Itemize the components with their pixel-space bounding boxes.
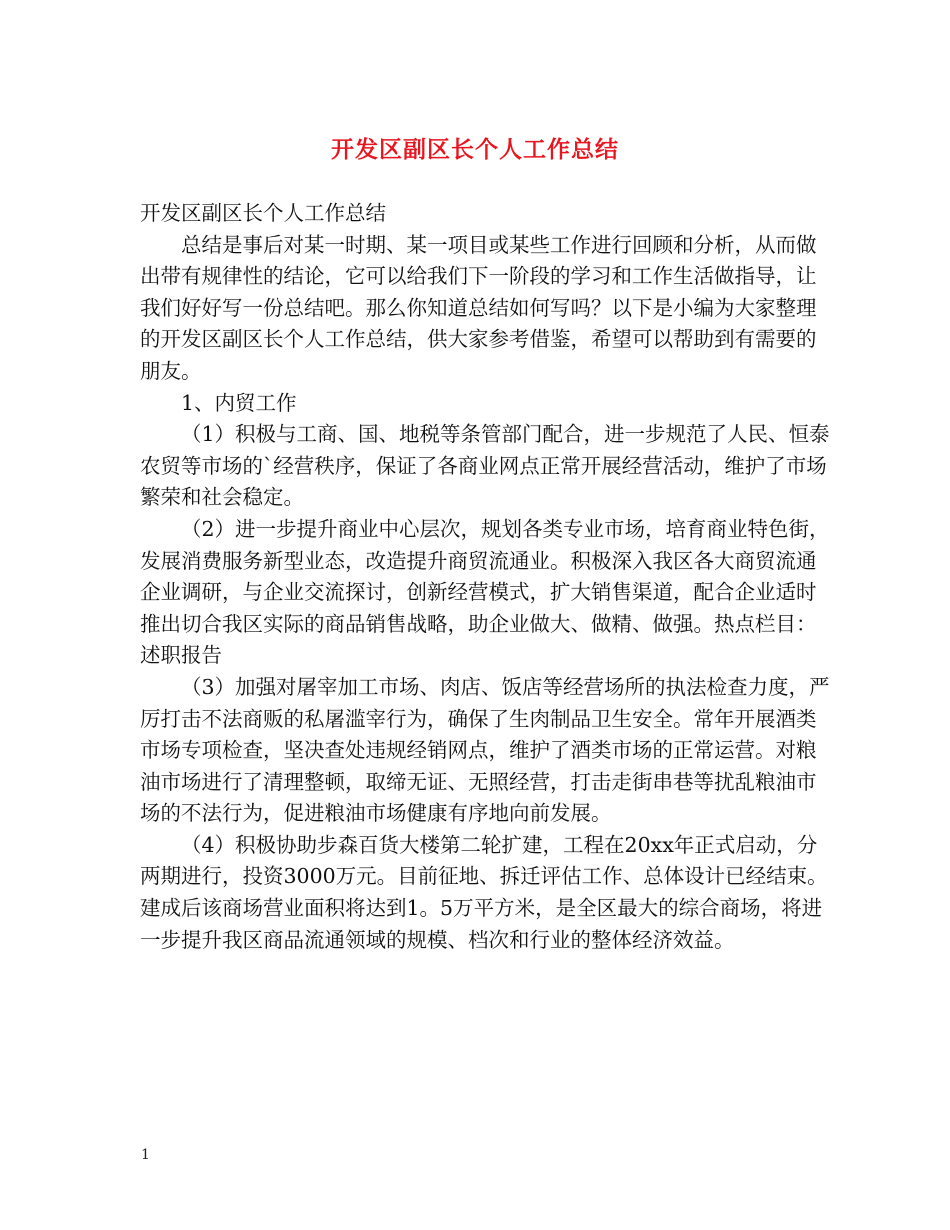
paragraph-intro: 总结是事后对某一时期、某一项目或某些工作进行回顾和分析，从而做出带有规律性的结论，它可以给我们下一阶段的学习和工作生活做指导，让我们好好写一份总结吧。那么你知道总结如何写吗？以下是小编为大家整理的开发区副区长个人工作总结，供大家参考借鉴，希望可以帮助到有需要的朋友。 <box>140 232 817 383</box>
page-number: 1 <box>141 1147 150 1163</box>
paragraph-item-3: （3）加强对屠宰加工市场、肉店、饭店等经营场所的执法检查力度，严厉打击不法商贩的私屠滥宰行为，确保了生肉制品卫生安全。常年开展酒类市场专项检查，坚决查处违规经销网点，维护了酒类市场的正常运营。对粮油市场进行了清理整顿，取缔无证、无照经营，打击走街串巷等扰乱粮油市场的不法行为，促进粮油市场健康有序地向前发展。 <box>140 674 830 826</box>
document-title: 开发区副区长个人工作总结 <box>331 136 619 163</box>
paragraph-item-2: （2）进一步提升商业中心层次，规划各类专业市场，培育商业特色街，发展消费服务新型业态，改造提升商贸流通业。积极深入我区各大商贸流通企业调研，与企业交流探讨，创新经营模式，扩大销售渠道，配合企业适时推出切合我区实际的商品销售战略，助企业做大、做精、做强。热点栏目：述职报告 <box>140 516 830 668</box>
paragraph-subtitle: 开发区副区长个人工作总结 <box>140 201 386 225</box>
document-body <box>140 198 830 956</box>
paragraph-item-4: （4）积极协助步森百货大楼第二轮扩建，工程在20xx年正式启动，分两期进行，投资3000万元。目前征地、拆迁评估工作、总体设计已经结束。建成后该商场营业面积将达到1。5万平方米，是全区最大的综合商场，将进一步提升我区商品流通领域的规模、档次和行业的整体经济效益。 <box>140 832 828 952</box>
section-heading-domestic-trade: 1、内贸工作 <box>181 390 297 415</box>
paragraph-item-1: （1）积极与工商、国、地税等条管部门配合，进一步规范了人民、恒泰农贸等市场的`经营秩序，保证了各商业网点正常开展经营活动，维护了市场繁荣和社会稳定。 <box>140 422 830 510</box>
